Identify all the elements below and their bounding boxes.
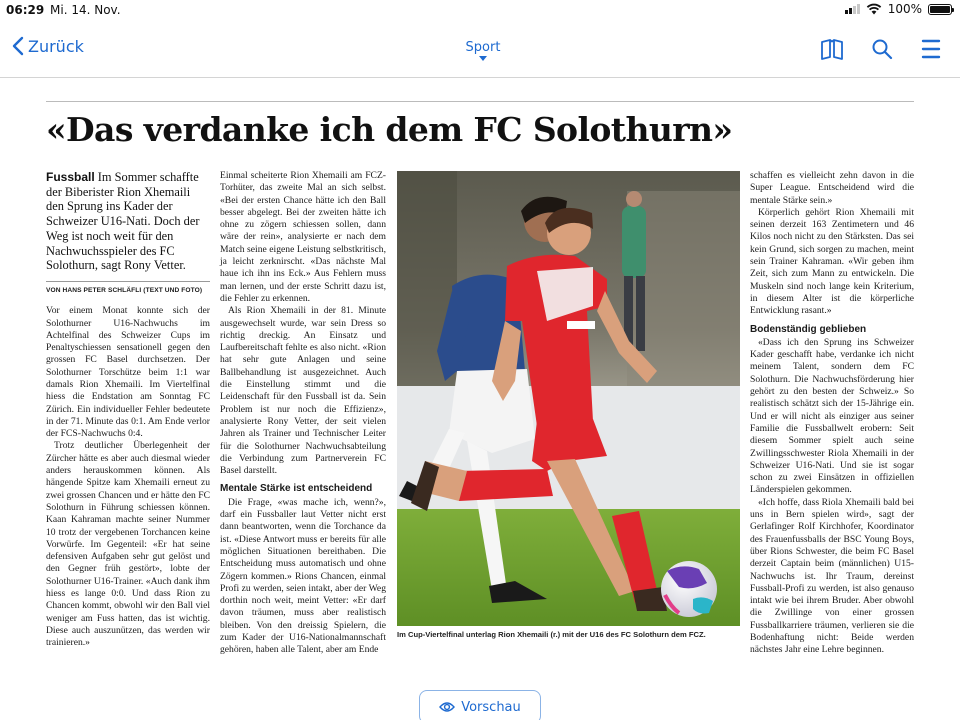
paragraph: «Ich hoffe, dass Riola Xhemaili bald bei uns in Bern spielen wird», sagt der Gerlafinger Rolf Kirchhofer, Koordinator des Frauenfussballs der BSC Young Boys, über Rions Schwester, die beim FC Basel derzeit Captain beim (männlichen) U15-Nachwuchs ist. Ihr Traum, dereinst Fussball-Profi zu werden, ist also genauso intakt wie bei ihrem Bruder. Aber obwohl die Zwillinge von einer grossen Fussballkarriere träumen, verlieren sie die Bodenhaftung nicht: Beide werden nächstes Jahr eine Lehre beginnen.: [750, 496, 914, 656]
paragraph: «Dass ich den Sprung ins Schweizer Kader geschafft habe, verdanke ich nicht meinem Talent, sondern dem FC Solothurn. Die Nachwuchsförderung hier gehört zu den besten der Schweiz.» So realistisch schätzt sich der 15-Jährige ein. Und er will nicht als einziger aus seiner Familie die Fussballwelt erobern: Seit diesem Sommer spielt auch seine Zwillingsschwester Riola Xhemaili in der Schweizer U16-Nati. Und sie ist sogar schon zu zwei Einsätzen in offiziellen Länderspielen gekommen.: [750, 336, 914, 496]
paragraph: Einmal scheiterte Rion Xhemaili am FCZ-Torhüter, das zweite Mal an sich selbst. «Bei der ersten Chance hätte ich den Ball besser abgelegt. Bei der zweiten hätte ich ohne zu zögern schiessen sollen, dann wäre der rein», analysierte er nach dem Match seine eigene Leistung selbstkritisch, ja leicht zerknirscht. «Das nächste Mal haue ich ihn ins Eck.» Aus Fehlern muss man lernen, und der erste Schritt dazu ist, die Fehler zu erkennen.: [220, 170, 386, 304]
paragraph: Vor einem Monat konnte sich der Solothurner U16-Nachwuchs im Achtelfinal des Schweizer Cups im Penaltyschiessen sensationell gegen den grossen FC Basel durchsetzen. Der Solothurner Torschütze beim 1:1 war damals Rion Xhemaili. Im Viertelfinal hiess die Endstation am Sonntag FC Zürich. Ein individueller Fehler bedeutete in der 71. Minute das 0:1. Am Ende verlor der FCS-Nachwuchs 0:4.: [46, 305, 210, 440]
headline-rule: [46, 101, 914, 102]
status-right: [845, 2, 952, 16]
paragraph: Die Frage, «was mache ich, wenn?», darf ein Fussballer laut Vetter nicht erst dann beantworten, wenn die Torchance da ist. «Diese Antwort muss er bereits für alle möglichen Situationen bereithaben. Die Entscheidung muss automatisch und ohne Zögern kommen.» Rions Chancen, einmal Profi zu werden, seien intakt, aber der Weg dorthin noch weit, meint Vetter: «Er darf davon träumen, muss aber realistisch bleiben. Von den dreissig Spielern, die zum Kader der U16-Nationalmannschaft gehören, haben alle Talent, aber am Ende: [220, 496, 386, 656]
article-headline: «Das verdanke ich dem FC Solothurn»: [46, 110, 733, 149]
paragraph: Körperlich gehört Rion Xhemaili mit seinen derzeit 163 Zentimetern und 46 Kilos noch nicht zu den Stärksten. Das sei kein Grund, sich sorgen zu machen, meint sein Trainer Kahraman. «Wir geben ihm Zeit, sich zum Mann zu entwickeln. Die Muskeln sind noch lange kein Kriterium, in diesem Alter ist die körperliche Entwicklung rasant.»: [750, 206, 914, 317]
eye-icon: [439, 701, 455, 713]
search-icon[interactable]: [870, 38, 894, 60]
preview-label: Vorschau: [461, 699, 521, 715]
article-photo: [397, 171, 740, 626]
status-bar: [0, 0, 960, 20]
section-selector[interactable]: [430, 40, 536, 61]
article-column-1: [46, 170, 210, 650]
back-label: Zurück: [28, 36, 84, 56]
caret-down-icon: [479, 56, 487, 61]
paragraph: Trotz deutlicher Überlegenheit der Zürcher hätte es aber auch diesmal wieder anders herauskommen können. Als hängende Spitze kam Xhemaili erneut zu zwei grossen Chancen und er hätte den FC Solothurn in Führung schiessen können. Kaan Kahraman machte seiner Nummer 10 trotz der vergebenen Torchancen keine Vorwürfe. Im Gegenteil: «Er hat seine defensiven Aufgaben sehr gut gelöst und den Gegner früh gestört», lobte der Solothurner U16-Trainer. «Auch dank ihm hiess es lange 0:0. Und dass Rion zu Chancen kommt, obwohl wir den Ball viel weniger am Fuss hatten, das ist wichtig. Diese auch auszunützen, das werden wir trainieren.»: [46, 440, 210, 649]
article-column-4: [750, 170, 914, 657]
lead-text: Im Sommer schaffte der Biberister Rion Xhemaili den Sprung ins Kader der Schweizer U16-Nati. Doch der Weg ist noch weit für den Nachwuchsspieler des FC Solothurn, sagt Rony Vetter.: [46, 170, 200, 273]
chevron-left-icon: [12, 36, 24, 56]
status-time: 06:29: [6, 3, 45, 17]
lead-kicker: Fussball: [46, 170, 95, 184]
battery-icon: [928, 4, 952, 15]
photo-caption: Im Cup-Viertelfinal unterlag Rion Xhemaili (r.) mit der U16 des FC Solothurn dem FCZ.: [397, 630, 706, 639]
back-button[interactable]: [12, 36, 84, 56]
paragraph: Als Rion Xhemaili in der 81. Minute ausgewechselt wurde, war sein Dress so richtig dreckig. An Einsatz und Laufbereitschaft fehlte es also nicht. «Rion hat sehr gute Anlagen und seine Ballbehandlung ist ausgezeichnet. Auch die Einstellung stimmt und die Leidenschaft für den Fussball ist da. Sein Problem ist nur noch die Effizienz», analysierte Rony Vetter, der seit vielen Jahren als Trainer und Technischer Leiter für die Solothurner Nachwuchsabteilung die Verbindung zum Partnerverein FC Basel darstellt.: [220, 305, 386, 477]
status-date: Mi. 14. Nov.: [50, 3, 121, 17]
wifi-icon: [866, 3, 882, 15]
menu-icon[interactable]: [919, 38, 943, 60]
subheading: Mentale Stärke ist entscheidend: [220, 483, 373, 495]
byline: VON HANS PETER SCHLÄFLI (TEXT UND FOTO): [46, 281, 210, 297]
preview-button[interactable]: [419, 690, 541, 720]
subheading: Bodenständig geblieben: [750, 323, 867, 335]
book-icon[interactable]: [820, 38, 844, 60]
section-label: Sport: [465, 40, 501, 55]
battery-percent: 100%: [887, 2, 922, 16]
nav-bar: [0, 22, 960, 78]
cellular-signal-icon: [845, 4, 860, 14]
article-lead: [46, 170, 210, 273]
football-match-photo: [397, 171, 740, 626]
article-column-2: [220, 170, 386, 657]
paragraph: schaffen es vielleicht zehn davon in die Super League. Entscheidend wird die mentale Stärke sein.»: [750, 170, 914, 206]
